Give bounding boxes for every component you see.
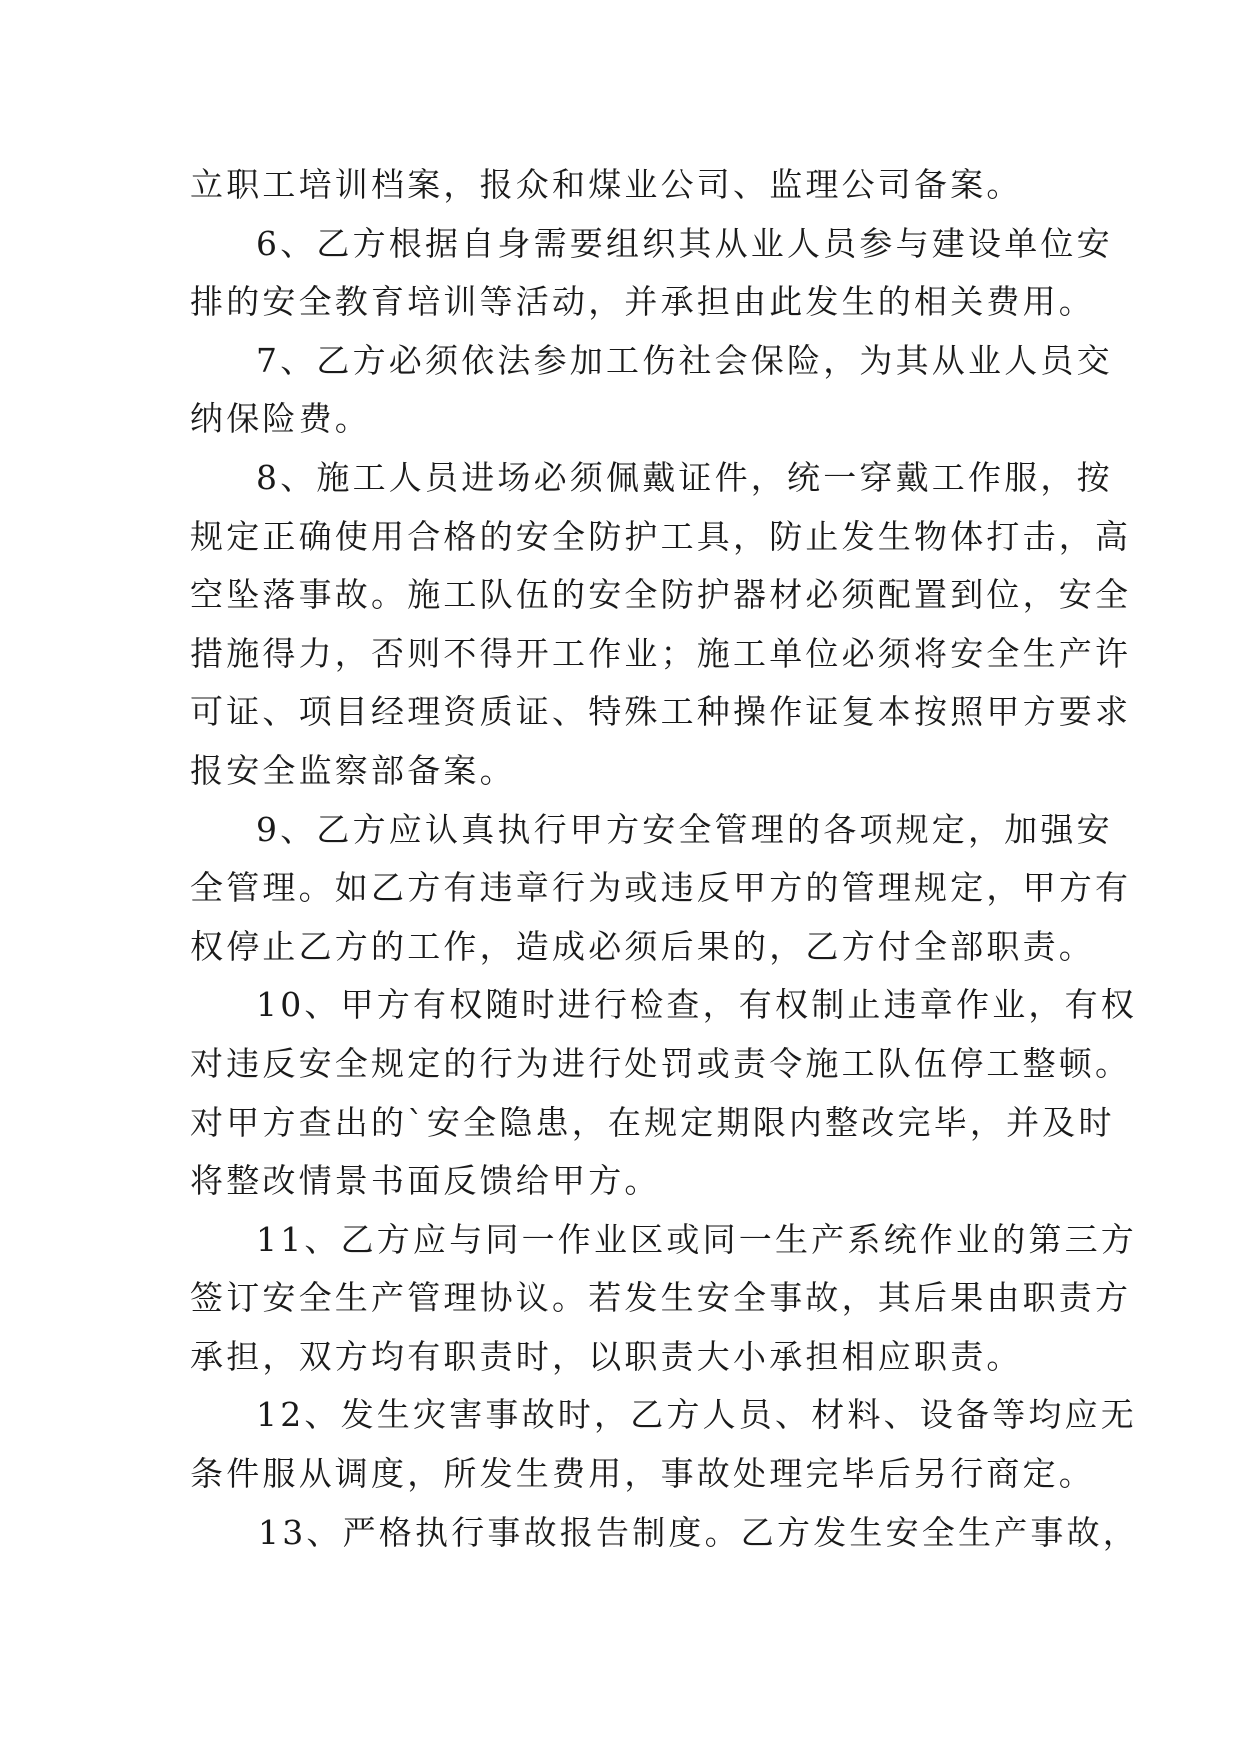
text-line: 规定正确使用合格的安全防护工具，防止发生物体打击，高 [190,516,1132,556]
text-line: 将整改情景书面反馈给甲方。 [190,1161,661,1201]
text-line: 10、甲方有权随时进行检查，有权制止违章作业，有权 [256,985,1137,1025]
text-line: 条件服从调度，所发生费用，事故处理完毕后另行商定。 [190,1454,1095,1494]
text-line: 对甲方查出的`安全隐患，在规定期限内整改完毕，并及时 [190,1102,1115,1142]
text-line: 8、施工人员进场必须佩戴证件，统一穿戴工作服，按 [256,457,1113,497]
text-line: 空坠落事故。施工队伍的安全防护器材必须配置到位，安全 [190,575,1132,615]
text-line: 6、乙方根据自身需要组织其从业人员参与建设单位安 [256,223,1113,263]
text-line: 承担，双方均有职责时，以职责大小承担相应职责。 [190,1336,1023,1376]
text-line: 权停止乙方的工作，造成必须后果的，乙方付全部职责。 [190,926,1095,966]
text-line: 排的安全教育培训等活动，并承担由此发生的相关费用。 [190,282,1095,322]
document-body [190,156,1139,1562]
text-line: 11、乙方应与同一作业区或同一生产系统作业的第三方 [256,1219,1137,1259]
text-line: 对违反安全规定的行为进行处罚或责令施工队伍停工整顿。 [190,1043,1132,1083]
text-line: 全管理。如乙方有违章行为或违反甲方的管理规定，甲方有 [190,868,1132,908]
text-line: 纳保险费。 [190,399,371,439]
text-line: 签订安全生产管理协议。若发生安全事故，其后果由职责方 [190,1278,1132,1318]
text-line: 13、严格执行事故报告制度。乙方发生安全生产事故， [258,1512,1139,1552]
text-line: 9、乙方应认真执行甲方安全管理的各项规定，加强安 [256,809,1113,849]
text-line: 12、发生灾害事故时，乙方人员、材料、设备等均应无 [256,1395,1137,1435]
text-line: 可证、项目经理资质证、特殊工种操作证复本按照甲方要求 [190,692,1132,732]
text-line: 报安全监察部备案。 [190,750,516,790]
text-line: 7、乙方必须依法参加工伤社会保险，为其从业人员交 [256,340,1113,380]
text-line: 立职工培训档案，报众和煤业公司、监理公司备案。 [190,165,1023,204]
text-line: 措施得力，否则不得开工作业；施工单位必须将安全生产许 [190,633,1132,673]
